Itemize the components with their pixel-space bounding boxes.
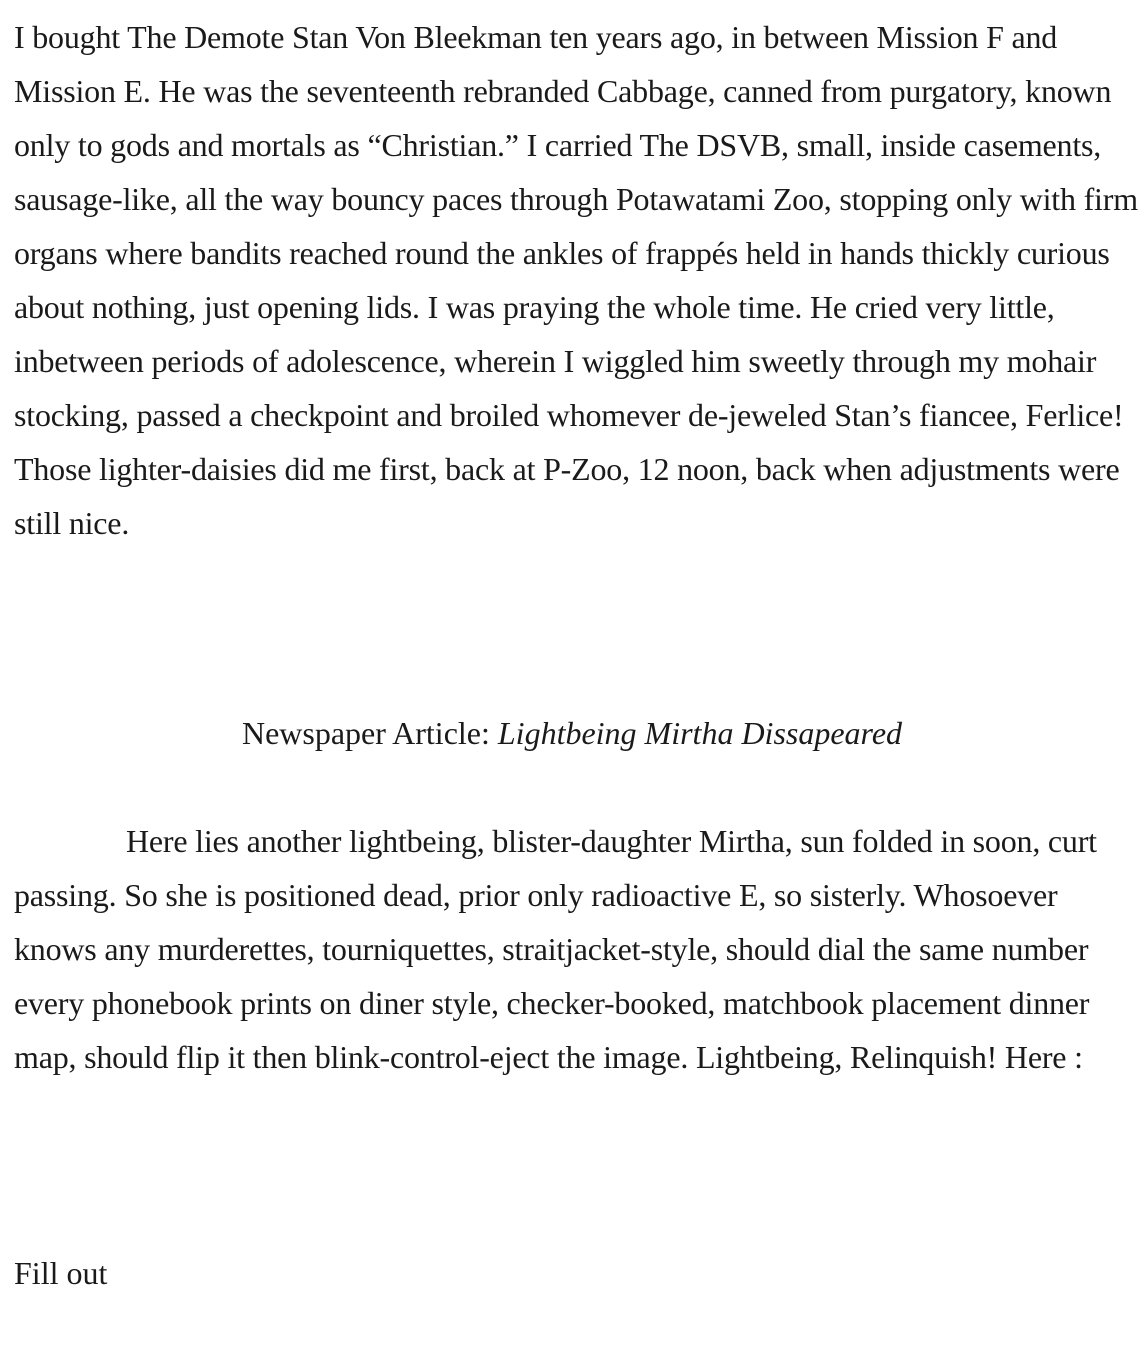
article-heading-prefix: Newspaper Article: [241, 715, 498, 751]
document-page [14, 10, 1142, 1291]
article-heading-title: Lightbeing Mirtha Dissapeared [497, 715, 903, 751]
fill-out-label: Fill out [14, 1255, 108, 1291]
article-heading [14, 706, 1130, 760]
article-paragraph: Here lies another lightbeing, blister-daughter Mirtha, sun folded in soon, curt passing. So she is positioned dead, prior only radioactive E, so sisterly. Whosoever knows any murderettes, tourniquettes, straitjacket-style, should dial the same number every phonebook prints on diner style, checker-booked, matchbook placement dinner map, should flip it then blink-control-eject the image. Lightbeing, Relinquish! Here : [14, 823, 1097, 1075]
story-paragraph: I bought The Demote Stan Von Bleekman ten years ago, in between Mission F and Mission E. He was the seventeenth rebranded Cabbage, canned from purgatory, known only to gods and mortals as “Christian.” I carried The DSVB, small, inside casements, sausage-like, all the way bouncy paces through Potawatami Zoo, stopping only with firm organs where bandits reached round the ankles of frappés held in hands thickly curious about nothing, just opening lids. I was praying the whole time. He cried very little, inbetween periods of adolescence, wherein I wiggled him sweetly through my mohair stocking, passed a checkpoint and broiled whomever de-jeweled Stan’s fiancee, Ferlice! Those lighter-daisies did me first, back at P-Zoo, 12 noon, back when adjustments were still nice. [14, 19, 1138, 541]
